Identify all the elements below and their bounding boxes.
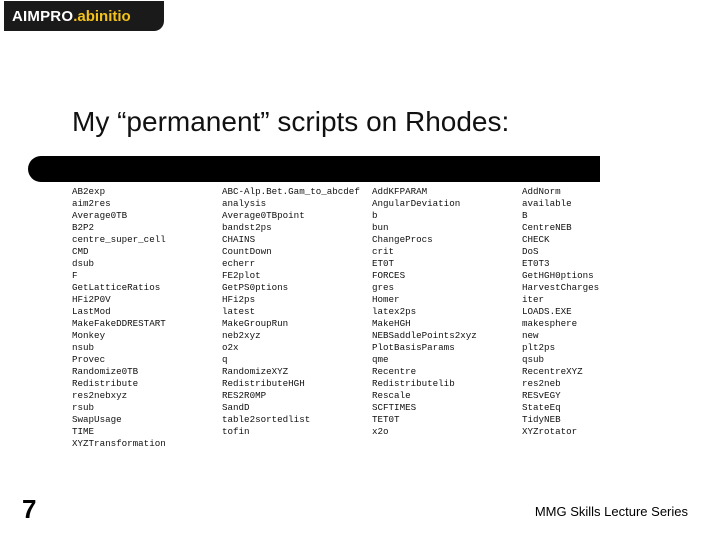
script-column-2	[222, 186, 360, 438]
script-name: ET0T3	[522, 258, 550, 269]
script-name: Average0TBpoint	[222, 210, 305, 221]
script-name: B	[522, 210, 528, 221]
script-name: FE2plot	[222, 270, 261, 281]
script-name: TIME	[72, 426, 95, 437]
script-column-1	[72, 186, 166, 450]
script-name: HFi2P0V	[72, 294, 111, 305]
script-name: StateEq	[522, 402, 561, 413]
script-name: ChangeProcs	[372, 234, 433, 245]
script-name: centre_super_cell	[72, 234, 166, 245]
script-name: LOADS.EXE	[522, 306, 572, 317]
script-name: bun	[372, 222, 389, 233]
script-name: makesphere	[522, 318, 578, 329]
footer-text: MMG Skills Lecture Series	[534, 504, 688, 519]
script-name: bandst2ps	[222, 222, 272, 233]
script-name: Monkey	[72, 330, 106, 341]
script-name: F	[72, 270, 78, 281]
logo-main-text: AIMPRO	[12, 7, 74, 25]
script-name: latest	[222, 306, 256, 317]
script-name: SCFTIMES	[372, 402, 417, 413]
script-name: TET0T	[372, 414, 400, 425]
aimpro-logo	[4, 1, 164, 31]
script-name: rsub	[72, 402, 95, 413]
script-name: qsub	[522, 354, 545, 365]
script-name: CHAINS	[222, 234, 256, 245]
script-name: available	[522, 198, 572, 209]
script-name: plt2ps	[522, 342, 556, 353]
script-name: HFi2ps	[222, 294, 256, 305]
script-column-4	[522, 186, 599, 438]
script-name: MakeHGH	[372, 318, 411, 329]
script-name: x2o	[372, 426, 389, 437]
title-divider-bar	[28, 156, 600, 182]
script-name: table2sortedlist	[222, 414, 311, 425]
script-name: dsub	[72, 258, 95, 269]
script-name: RecentreXYZ	[522, 366, 583, 377]
script-name: new	[522, 330, 539, 341]
script-name: RESvEGY	[522, 390, 561, 401]
page-number: 7	[22, 494, 37, 524]
script-name: HarvestCharges	[522, 282, 600, 293]
script-name: q	[222, 354, 228, 365]
script-name: RandomizeXYZ	[222, 366, 289, 377]
script-name: MakeGroupRun	[222, 318, 289, 329]
script-name: Average0TB	[72, 210, 128, 221]
script-name: neb2xyz	[222, 330, 261, 341]
script-name: GetHGH0ptions	[522, 270, 594, 281]
script-name: Randomize0TB	[72, 366, 139, 377]
script-name: RedistributeHGH	[222, 378, 305, 389]
script-name: crit	[372, 246, 395, 257]
script-name: FORCES	[372, 270, 406, 281]
script-name: ABC-Alp.Bet.Gam_to_abcdef	[222, 186, 360, 197]
script-name: GetPS0ptions	[222, 282, 289, 293]
logo-sub-text: .abinitio	[73, 7, 131, 25]
script-name: tofin	[222, 426, 250, 437]
script-name: AddNorm	[522, 186, 561, 197]
script-name: CentreNEB	[522, 222, 572, 233]
script-name: CountDown	[222, 246, 272, 257]
script-name: o2x	[222, 342, 239, 353]
script-name: AddKFPARAM	[372, 186, 428, 197]
script-name: LastMod	[72, 306, 111, 317]
script-name: nsub	[72, 342, 95, 353]
script-name: RES2R0MP	[222, 390, 267, 401]
script-name: Rescale	[372, 390, 411, 401]
script-name: Redistribute	[72, 378, 139, 389]
script-name: Redistributelib	[372, 378, 455, 389]
script-name: iter	[522, 294, 545, 305]
script-name: CHECK	[522, 234, 550, 245]
script-name: XYZrotator	[522, 426, 578, 437]
script-name: res2neb	[522, 378, 561, 389]
script-name: PlotBasisParams	[372, 342, 455, 353]
script-name: XYZTransformation	[72, 438, 166, 449]
script-name: Homer	[372, 294, 400, 305]
script-name: Provec	[72, 354, 106, 365]
script-column-3	[372, 186, 477, 438]
script-name: b	[372, 210, 378, 221]
script-name: SandD	[222, 402, 250, 413]
script-name: AB2exp	[72, 186, 106, 197]
script-name: ET0T	[372, 258, 395, 269]
script-name: Recentre	[372, 366, 417, 377]
script-name: DoS	[522, 246, 539, 257]
script-name: MakeFakeDDRESTART	[72, 318, 166, 329]
script-name: GetLatticeRatios	[72, 282, 161, 293]
script-name: analysis	[222, 198, 267, 209]
slide-title: My “permanent” scripts on Rhodes:	[72, 106, 510, 137]
script-name: latex2ps	[372, 306, 417, 317]
script-name: B2P2	[72, 222, 95, 233]
script-name: gres	[372, 282, 395, 293]
script-name: res2nebxyz	[72, 390, 128, 401]
script-name: qme	[372, 354, 389, 365]
script-name: AngularDeviation	[372, 198, 461, 209]
script-name: aim2res	[72, 198, 111, 209]
script-name: echerr	[222, 258, 256, 269]
script-name: CMD	[72, 246, 89, 257]
script-name: SwapUsage	[72, 414, 122, 425]
script-name: TidyNEB	[522, 414, 561, 425]
script-name: NEBSaddlePoints2xyz	[372, 330, 477, 341]
